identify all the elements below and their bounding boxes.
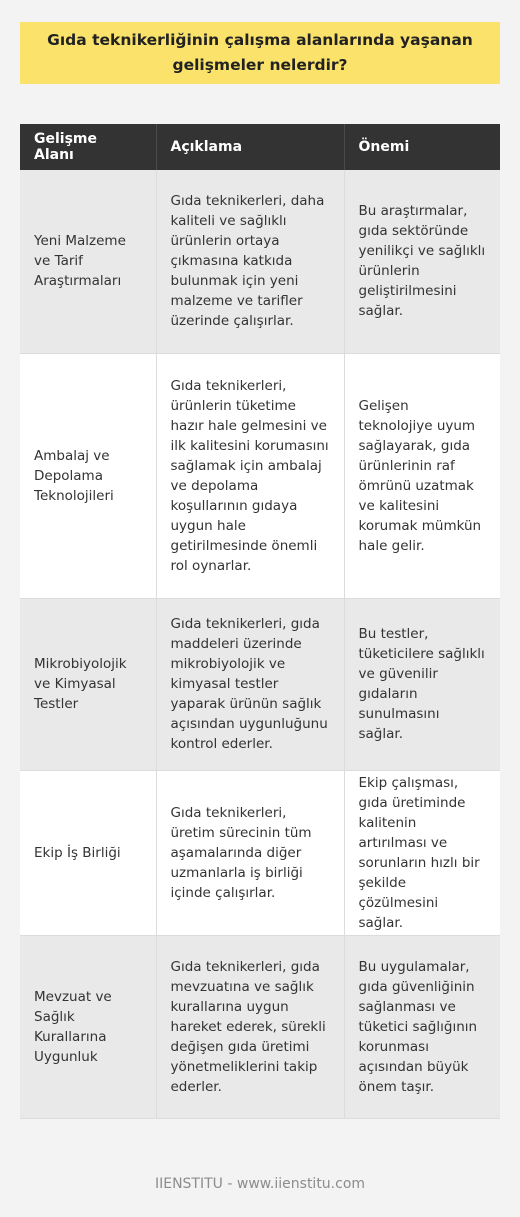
development-table: [20, 124, 500, 1119]
description-text: Gıda teknikerleri, gıda mevzuatına ve sağlık kurallarına uygun hareket ederek, sürekli değişen gıda üretimi yönetmeliklerini takip ederler.: [170, 958, 326, 1095]
description-cell: [156, 935, 344, 1118]
importance-cell: [344, 170, 500, 353]
importance-cell: [344, 935, 500, 1118]
description-text: Gıda teknikerleri, gıda maddeleri üzerinde mikrobiyolojik ve kimyasal testler yaparak ürünün sağlık açısından uygunluğunu kontrol ederler.: [170, 616, 328, 752]
area-cell: [20, 598, 156, 770]
description-cell: [156, 170, 344, 353]
page-title: Gıda teknikerliğinin çalışma alanlarında yaşanan gelişmeler nelerdir?: [47, 31, 473, 74]
area-text: Mevzuat ve Sağlık Kurallarına Uygunluk: [34, 988, 112, 1065]
area-cell: [20, 353, 156, 598]
importance-text: Ekip çalışması, gıda üretiminde kalitenin artırılması ve sorunların hızlı bir şekilde çözülmesini sağlar.: [358, 774, 480, 931]
area-text: Mikrobiyolojik ve Kimyasal Testler: [34, 656, 127, 712]
importance-cell: [344, 770, 500, 935]
description-text: Gıda teknikerleri, daha kaliteli ve sağlıklı ürünlerin ortaya çıkmasına katkıda bulunmak için yeni malzeme ve tarifler üzerinde çalışırlar.: [170, 193, 325, 330]
table-row: [20, 598, 500, 770]
area-cell: [20, 170, 156, 353]
description-cell: [156, 598, 344, 770]
description-cell: [156, 353, 344, 598]
column-header-description: Açıklama: [156, 124, 344, 170]
column-header-importance: Önemi: [344, 124, 500, 170]
footer-credit: IIENSTITU - www.iienstitu.com: [154, 1176, 366, 1192]
description-text: Gıda teknikerleri, ürünlerin tüketime hazır hale gelmesini ve ilk kalitesini korumasını sağlamak için ambalaj ve depolama koşullarının gıdaya uygun hale getirilmesinde önemli rol oynarlar.: [170, 377, 329, 574]
importance-text: Bu araştırmalar, gıda sektöründe yenilikçi ve sağlıklı ürünlerin geliştirilmesini sağlar.: [358, 203, 486, 320]
importance-cell: [344, 598, 500, 770]
area-text: Yeni Malzeme ve Tarif Araştırmaları: [34, 233, 126, 290]
table-row: [20, 170, 500, 353]
importance-text: Gelişen teknolojiye uyum sağlayarak, gıda ürünlerinin raf ömrünü uzatmak ve kalitesini korumak mümkün hale gelir.: [358, 397, 482, 554]
area-cell: [20, 770, 156, 935]
description-cell: [156, 770, 344, 935]
table-header-row: [20, 124, 500, 170]
area-text: Ekip İş Birliği: [34, 844, 121, 861]
area-text: Ambalaj ve Depolama Teknolojileri: [34, 447, 114, 504]
title-banner: [20, 22, 500, 84]
table-row: [20, 770, 500, 935]
column-header-area: Gelişme Alanı: [20, 124, 156, 170]
description-text: Gıda teknikerleri, üretim sürecinin tüm aşamalarında diğer uzmanlarla iş birliği içinde çalışırlar.: [170, 804, 312, 901]
importance-cell: [344, 353, 500, 598]
importance-text: Bu testler, tüketicilere sağlıklı ve güvenilir gıdaların sunulmasını sağlar.: [358, 626, 485, 742]
area-cell: [20, 935, 156, 1118]
table-row: [20, 353, 500, 598]
table-row: [20, 935, 500, 1118]
importance-text: Bu uygulamalar, gıda güvenliğinin sağlanması ve tüketici sağlığının korunması açısından büyük önem taşır.: [358, 958, 478, 1095]
